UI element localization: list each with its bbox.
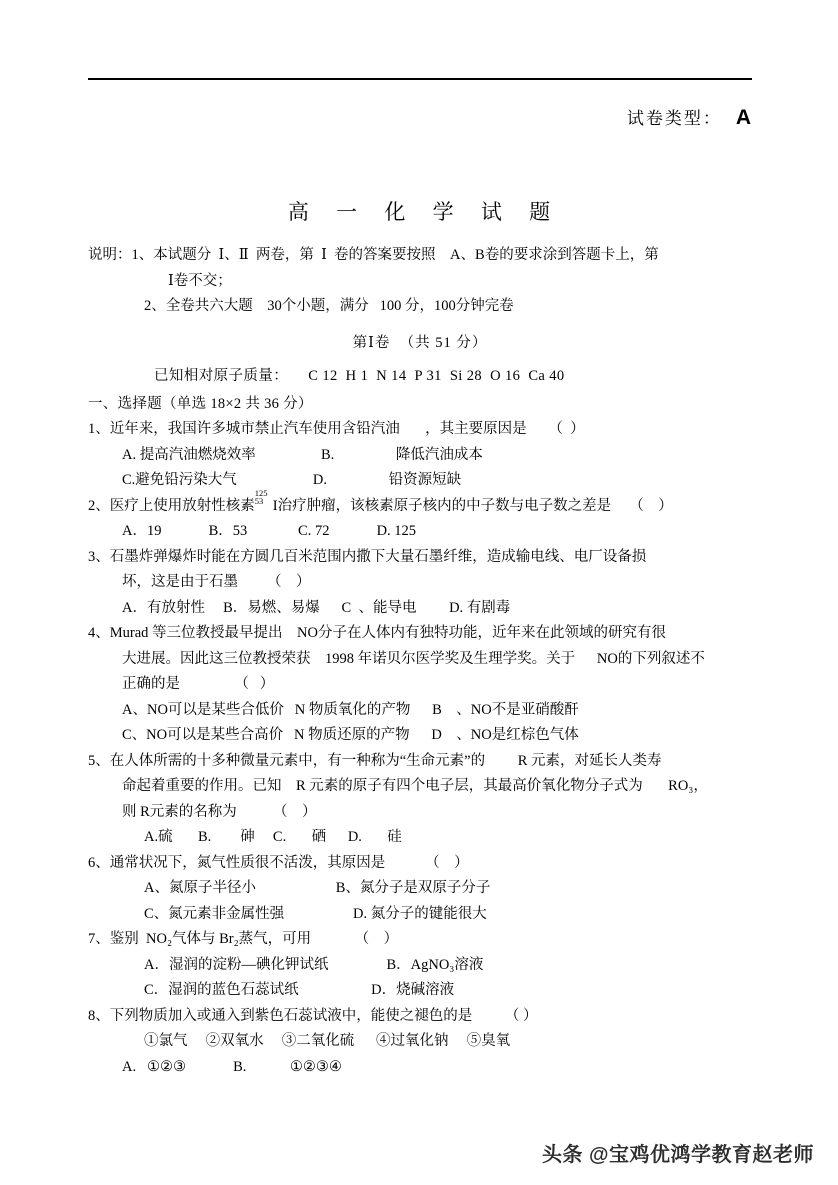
- question-5-stem-line-2: 命起着重要的作用。已知 R 元素的原子有四个电子层，其最高价氧化物分子式为 RO₃，: [122, 778, 708, 794]
- question-4-stem-line-1: 4、Murad 等三位教授最早提出 NO分子在人体内有独特功能，近年来在此领域的研究有很: [88, 625, 666, 641]
- atomic-mass-line: 已知相对原子质量： C 12 H 1 N 14 P 31 Si 28 O 16 Ca 40: [154, 368, 565, 384]
- exam-body: [88, 243, 752, 1080]
- question-6: [88, 851, 752, 928]
- question-2-stem-prefix: 2、医疗上使用放射性核素: [88, 497, 255, 514]
- question-8: [88, 1004, 752, 1081]
- question-4-options-row-1: A、NO可以是某些合低价 N 物质氧化的产物 B 、NO不是亚硝酸酐: [122, 701, 579, 718]
- question-1-options-row-2: C.避免铅污染大气 D. 铅资源短缺: [122, 472, 462, 488]
- question-5-stem-line-1: 5、在人体所需的十多种微量元素中，有一种称为“生命元素”的 R 元素，对延长人类寿: [88, 752, 662, 769]
- question-6-options-row-2: C、氮元素非金属性强 D. 氮分子的键能很大: [144, 905, 487, 922]
- question-2-options-row-1: A．19 B．53 C. 72 D. 125: [122, 523, 417, 539]
- question-2-stem: [88, 488, 752, 520]
- question-3-stem-line-1: 3、石墨炸弹爆炸时能在方圆几百米范围内撒下大量石墨纤维，造成输电线、电厂设备损: [88, 548, 647, 565]
- header-divider: [88, 78, 752, 80]
- question-3-options-row-1: A．有放射性 B．易燃、易爆 C 、能导电 D. 有剧毒: [122, 599, 511, 616]
- watermark: 头条 @宝鸡优鸿学教育赵老师: [541, 1144, 814, 1166]
- instruction-line-3: 2、全卷共六大题 30个小题，满分 100 分，100分钟完卷: [144, 298, 514, 314]
- question-1-stem: 1、近年来，我国许多城市禁止汽车使用含铅汽油 ，其主要原因是 （ ）: [88, 421, 585, 437]
- paper-type: [627, 104, 752, 130]
- question-2: [88, 488, 752, 545]
- question-8-stem: 8、下列物质加入或通入到紫色石蕊试液中，能使之褪色的是 （ ）: [88, 1007, 538, 1024]
- question-2-stem-suffix: 治疗肿瘤，该核素原子核内的中子数与电子数之差是 （ ）: [277, 497, 673, 514]
- question-7-options-row-2: C．湿润的蓝色石蕊试纸 D．烧碱溶液: [144, 982, 455, 998]
- isotope-mass-number: 125: [254, 488, 268, 498]
- question-7-options-row-1: A．湿润的淀粉—碘化钾试纸 B．AgNO₃溶液: [144, 956, 484, 973]
- question-6-options-row-1: A、氮原子半径小 B、氮分子是双原子分子: [144, 880, 491, 896]
- isotope-symbol: I: [272, 497, 278, 514]
- question-8-items-row: ①氯气 ②双氧水 ③二氧化硫 ④过氧化钠 ⑤臭氧: [144, 1033, 511, 1049]
- isotope-atomic-number: 53: [254, 496, 264, 506]
- volume-heading: 第Ⅰ卷 （共 51 分）: [352, 334, 488, 351]
- question-4-stem-line-3: 正确的是 （ ）: [122, 676, 275, 692]
- question-5: [88, 749, 752, 851]
- question-5-options-row-1: A.硫 B. 砷 C. 硒 D. 硅: [144, 829, 402, 845]
- instruction-line-2: Ⅰ卷不交；: [168, 272, 232, 289]
- question-5-stem-line-3: 则 R元素的名称为 （ ）: [122, 803, 317, 820]
- isotope-notation: [254, 488, 273, 510]
- question-1: [88, 417, 752, 494]
- question-4: [88, 621, 752, 749]
- question-7-stem: 7、鉴别 NO₂气体与 Br₂蒸气，可用 （ ）: [88, 931, 399, 947]
- question-4-stem-line-2: 大进展。因此这三位教授荣获 1998 年诺贝尔医学奖及生理学奖。关于 NO的下列叙述不: [122, 650, 705, 667]
- instruction-line-1: 说明：1、本试题分 Ⅰ、Ⅱ 两卷，第 Ⅰ 卷的答案要按照 A、B卷的要求涂到答题卡上，第: [88, 247, 659, 263]
- question-3: [88, 545, 752, 622]
- page-title: 高 一 化 学 试 题: [287, 200, 562, 224]
- section-heading: 一、选择题（单选 18×2 共 36 分）: [88, 395, 313, 412]
- question-3-stem-line-2: 坏，这是由于石墨 （ ）: [122, 574, 311, 590]
- question-7: [88, 927, 752, 1004]
- question-4-options-row-2: C、NO可以是某些合高价 N 物质还原的产物 D 、NO是红棕色气体: [122, 727, 579, 743]
- paper-type-value: A: [735, 106, 752, 129]
- question-8-options-row-1: A. ①②③ B. ①②③④: [122, 1058, 342, 1075]
- question-6-stem: 6、通常状况下，氮气性质很不活泼，其原因是 （ ）: [88, 854, 469, 871]
- question-1-options-row-1: A. 提高汽油燃烧效率 B. 降低汽油成本: [122, 446, 483, 463]
- paper-type-label: 试卷类型：: [626, 109, 722, 128]
